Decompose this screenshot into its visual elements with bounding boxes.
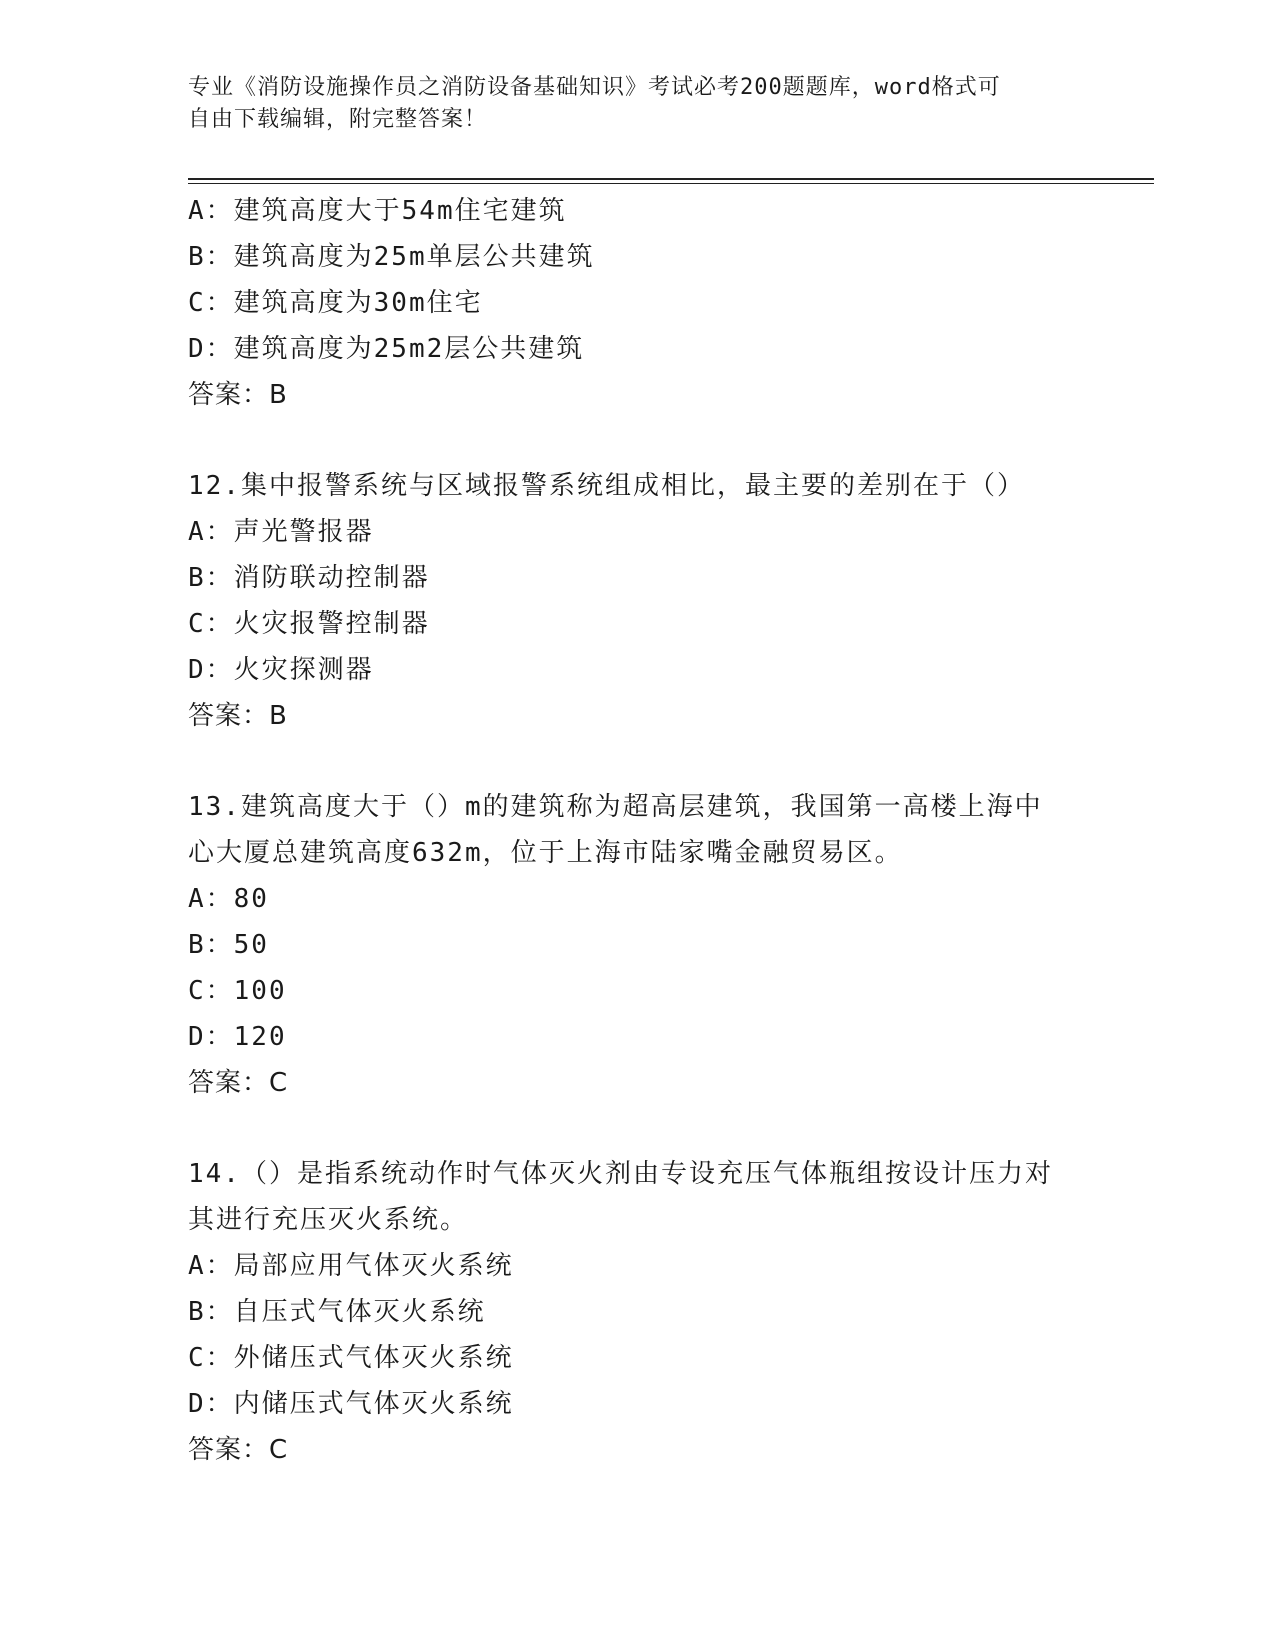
option-d: D：内储压式气体灭火系统 <box>188 1389 514 1419</box>
question-spacer <box>188 739 1088 784</box>
question-stem-continued: 其进行充压灭火系统。 <box>188 1205 469 1235</box>
question-stem: 14.（）是指系统动作时气体灭火剂由专设充压气体瓶组按设计压力对 <box>188 1159 1053 1189</box>
option-b: B：消防联动控制器 <box>188 563 430 593</box>
question-list <box>188 188 1088 1473</box>
option-a: A：80 <box>188 884 269 914</box>
option-c: C：建筑高度为30m住宅 <box>188 288 483 318</box>
question-stem: 12.集中报警系统与区域报警系统组成相比，最主要的差别在于（） <box>188 471 1025 501</box>
answer-line: 答案：C <box>188 1435 289 1465</box>
question-stem: 13.建筑高度大于（）m的建筑称为超高层建筑，我国第一高楼上海中 <box>188 792 1043 822</box>
header-title-line-2: 自由下载编辑，附完整答案！ <box>188 107 488 132</box>
option-d: D：建筑高度为25m2层公共建筑 <box>188 334 585 364</box>
question-spacer <box>188 1106 1088 1151</box>
question-block-12 <box>188 463 1088 739</box>
header-divider-thin <box>188 183 1154 184</box>
option-c: C：火灾报警控制器 <box>188 609 430 639</box>
question-spacer <box>188 418 1088 463</box>
option-b: B：50 <box>188 930 269 960</box>
document-header <box>188 72 1088 136</box>
header-title-line-1: 专业《消防设施操作员之消防设备基础知识》考试必考200题题库，word格式可 <box>188 75 1001 100</box>
option-c: C：100 <box>188 976 287 1006</box>
question-block-14 <box>188 1151 1088 1473</box>
option-a: A：建筑高度大于54m住宅建筑 <box>188 196 567 226</box>
question-stem-continued: 心大厦总建筑高度632m，位于上海市陆家嘴金融贸易区。 <box>188 838 903 868</box>
option-b: B：自压式气体灭火系统 <box>188 1297 486 1327</box>
option-d: D：120 <box>188 1022 287 1052</box>
option-d: D：火灾探测器 <box>188 655 374 685</box>
question-block-11 <box>188 188 1088 418</box>
answer-line: 答案：B <box>188 701 288 731</box>
question-block-13 <box>188 784 1088 1106</box>
option-a: A：声光警报器 <box>188 517 374 547</box>
answer-line: 答案：B <box>188 380 288 410</box>
header-divider-thick <box>188 178 1154 180</box>
option-a: A：局部应用气体灭火系统 <box>188 1251 514 1281</box>
option-c: C：外储压式气体灭火系统 <box>188 1343 514 1373</box>
option-b: B：建筑高度为25m单层公共建筑 <box>188 242 595 272</box>
answer-line: 答案：C <box>188 1068 289 1098</box>
